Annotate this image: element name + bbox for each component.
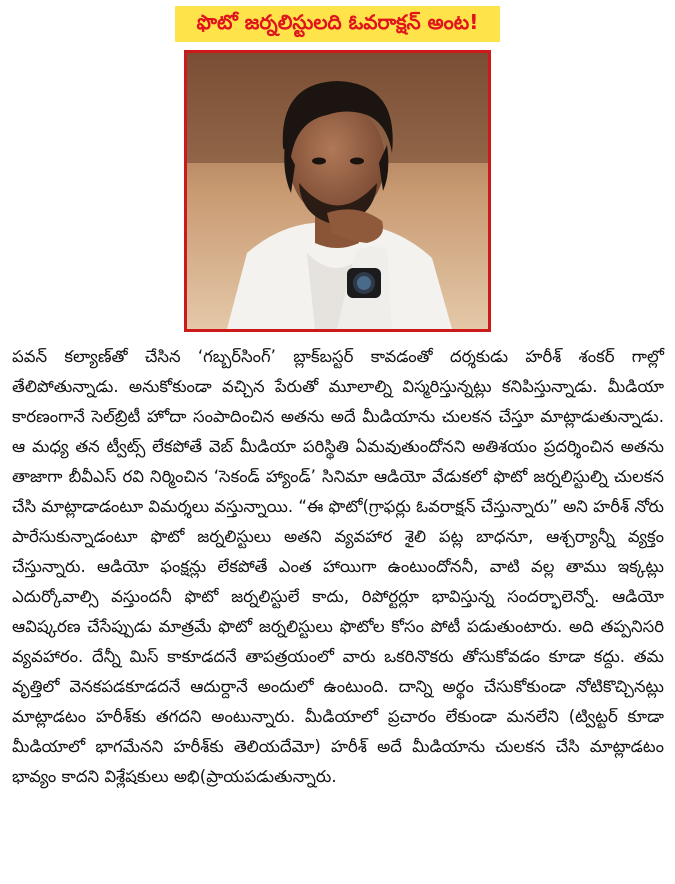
article-photo-frame	[184, 50, 491, 332]
portrait-photo	[187, 53, 488, 329]
article-body	[12, 342, 664, 792]
article-paragraph: పవన్ కల్యాణ్‌తో చేసిన ‘గబ్బర్‌సింగ్’ బ్లాక్‌బస్టర్ కావడంతో దర్శకుడు హరీశ్ శంకర్ గాల్లో తేలిపోతున్నాడు. అనుకోకుండా వచ్చిన పేరుతో మూలాల్ని విస్మరిస్తున్నట్లు కనిపిస్తున్నాడు. మీడియా కారణంగానే సెల్‌బ్రిటీ హోదా సంపాదించిన అతను అదే మీడియాను చులకన చేస్తూ మాట్లాడుతున్నాడు. ఆ మధ్య తన ట్వీట్స్ లేకపోతే వెబ్ మీడియా పరిస్థితి ఏమవుతుందోనని అతిశయం ప్రదర్శించిన అతను తాజాగా బీవీఎస్ రవి నిర్మించిన ‘సెకండ్ హ్యాండ్’ సినిమా ఆడియో వేడుకలో ఫొటో జర్నలిస్టుల్ని చులకన చేసి మాట్లాడాడంటూ విమర్శలు వస్తున్నాయి. “ఈ ఫొటో(గ్రాఫర్లు ఓవరాక్షన్ చేస్తున్నారు” అని హరీశ్ నోరు పారేసుకున్నాడంటూ ఫొటో జర్నలిస్టులు అతని వ్యవహార శైలి పట్ల బాధనూ, ఆశ్చర్యాన్నీ వ్యక్తం చేస్తున్నారు. ఆడియో ఫంక్షన్లు లేకపోతే ఎంత హాయిగా ఉంటుందోననీ, వాటి వల్ల తాము ఇక్కట్లు ఎదుర్కోవాల్సి వస్తుందనీ ఫొటో జర్నలిస్టులే కాదు, రిపోర్టర్లూ భావిస్తున్న సందర్భాలెన్నో. ఆడియో ఆవిష్కరణ చేసేప్పుడు మాత్రమే ఫొటో జర్నలిస్టులు ఫొటోల కోసం పోటీ పడుతుంటారు. అది తప్పనిసరి వ్యవహారం. దేన్నీ మిస్ కాకూడదనే తాపత్రయంలో వారు ఒకరినొకరు తోసుకోవడం కూడా కద్దు. తమ వృత్తిలో వెనకపడకూడదనే ఆదుర్దానే అందులో ఉంటుంది. దాన్ని అర్థం చేసుకోకుండా నోటికొచ్చినట్లు మాట్లాడటం హరీశ్‌కు తగదని అంటున్నారు. మీడియాలో ప్రచారం లేకుండా మనలేని (ట్విట్టర్ కూడా మీడియాలో భాగమేనని హరీశ్‌కు తెలియదేమో) హరీశ్ అదే మీడియాను చులకన చేసి మాట్లాడటం భావ్యం కాదని విశ్లేషకులు అభి(ప్రాయపడుతున్నారు.	[12, 347, 664, 786]
headline-title: ఫొటో జర్నలిస్టులది ఓవరాక్షన్ అంట!	[196, 9, 479, 34]
headline-banner	[175, 6, 500, 42]
